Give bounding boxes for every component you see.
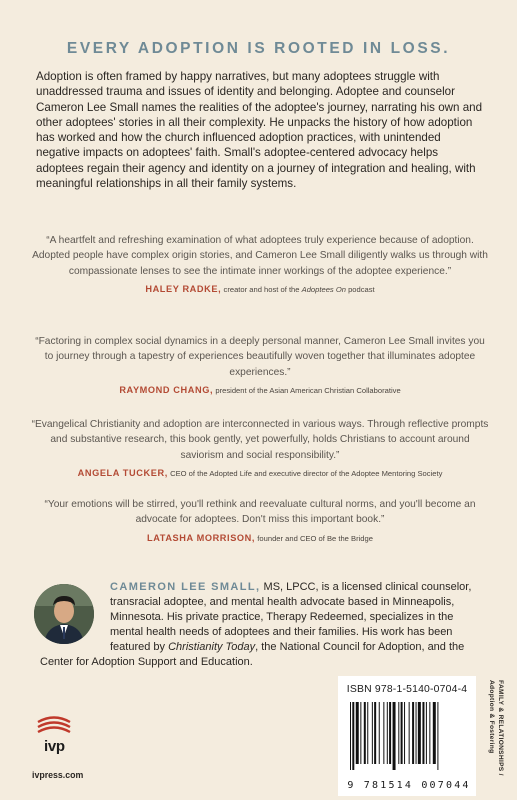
endorser-name: HALEY RADKE, [145, 284, 222, 295]
endorser-role: president of the Asian American Christian Collaborative [215, 386, 401, 396]
barcode-bar [383, 702, 384, 764]
barcode [338, 676, 476, 796]
barcode-bar [412, 702, 414, 764]
barcode-bar [418, 702, 421, 764]
endorsement-attribution [30, 532, 490, 545]
barcode-bar [437, 702, 438, 770]
endorser-name: LATASHA MORRISON, [147, 532, 256, 543]
endorser-role: founder and CEO of Be the Bridge [257, 533, 373, 543]
barcode-bar [429, 702, 430, 764]
barcode-bar [367, 702, 368, 764]
barcode-bar [352, 702, 354, 770]
barcode-bar [409, 702, 410, 764]
headline: EVERY ADOPTION IS ROOTED IN LOSS. [66, 40, 451, 57]
barcode-bar [350, 702, 351, 770]
barcode-bar [374, 702, 376, 764]
category-line: FAMILY & RELATIONSHIPS / [497, 680, 504, 776]
barcode-bar [356, 702, 359, 764]
barcode-bar [404, 702, 405, 764]
endorser-name: RAYMOND CHANG, [119, 385, 214, 396]
barcode-bar [387, 702, 388, 764]
endorser-role: creator and host of the Adoptees On podcast [223, 285, 375, 295]
barcode-bar [433, 702, 436, 764]
endorsement-quote: “A heartfelt and refreshing examination of what adoptees truly experience because of adoption. Adopted people have complex origin stories, and Cameron Lee Small diligently walks us through with compassionate lenses to see the intimate inner workings of the adoptee experience.” [32, 235, 488, 277]
barcode-bar [379, 702, 380, 764]
barcode-bar [422, 702, 424, 764]
endorsement-attribution [30, 467, 490, 480]
category-line: Adoption & Fostering [488, 680, 495, 754]
publisher-logo-text: ivp [44, 738, 65, 755]
barcode-bar [416, 702, 417, 764]
barcode-bar [364, 702, 366, 764]
publisher-url[interactable]: ivpress.com [32, 770, 84, 780]
endorsement-attribution [30, 384, 490, 397]
endorsement [30, 233, 490, 296]
endorsement-attribution [30, 283, 490, 296]
endorsement [30, 334, 490, 397]
synopsis: Adoption is often framed by happy narratives, but many adoptees struggle with unaddressed trauma and issues of identity and belonging. Adoptee and counselor Cameron Lee Small names the realities of the adoptee's journey, narrating his own and other adoptees' stories in all their complexity. He unpacks the history of how adoption has worked and how the church influenced adoption practices, with unintended negative impacts on adoptees' faith. Small's adoptee-centered advocacy helps adoptees regain their agency and identity on a journey of integration and healing, with meaningful relationships in all their family systems. [36, 70, 483, 191]
endorsement-quote: “Factoring in complex social dynamics in a deeply personal manner, Cameron Lee Small invites you to journey through a tapestry of experiences beautifully woven together that illuminates adoptee experiences.” [35, 336, 485, 378]
barcode-digits: 9 781514 007044 [347, 780, 471, 791]
isbn: ISBN 978-1-5140-0704-4 [346, 684, 468, 695]
barcode-bar [372, 702, 373, 764]
author-name: CAMERON LEE SMALL, [110, 581, 261, 593]
barcode-bar [389, 702, 391, 764]
category-label [486, 680, 512, 800]
endorsement [30, 417, 490, 480]
endorsement-quote: “Your emotions will be stirred, you'll rethink and reevaluate cultural norms, and you'll become an advocate for adoptees. Don't miss this important book.” [44, 499, 476, 526]
barcode-icon [348, 702, 466, 772]
endorsement-quote: “Evangelical Christianity and adoption are interconnected in various ways. Through reflective prompts and substantive research, this book gently, yet powerfully, holds Christians to account around saviorism and social responsibility.” [31, 419, 489, 461]
endorser-role: CEO of the Adopted Life and executive director of the Adoptee Mentoring Society [170, 469, 443, 479]
barcode-bar [401, 702, 403, 764]
endorsement [30, 497, 490, 545]
barcode-bar [426, 702, 427, 764]
endorser-name: ANGELA TUCKER, [77, 468, 168, 479]
barcode-bar [360, 702, 361, 764]
author-bio: CAMERON LEE SMALL, MS, LPCC, is a licensed clinical counselor, transracial adoptee, and mental health advocate based in Minneapolis, Minnesota. His private practice, Therapy Redeemed, specializes in the mental health needs of adoptees and their families. His work has been featured by Christianity Today, the National Council for Adoption, and the Center for Adoption Support and Education. [40, 581, 472, 668]
barcode-bar [398, 702, 399, 764]
barcode-bar [393, 702, 396, 770]
